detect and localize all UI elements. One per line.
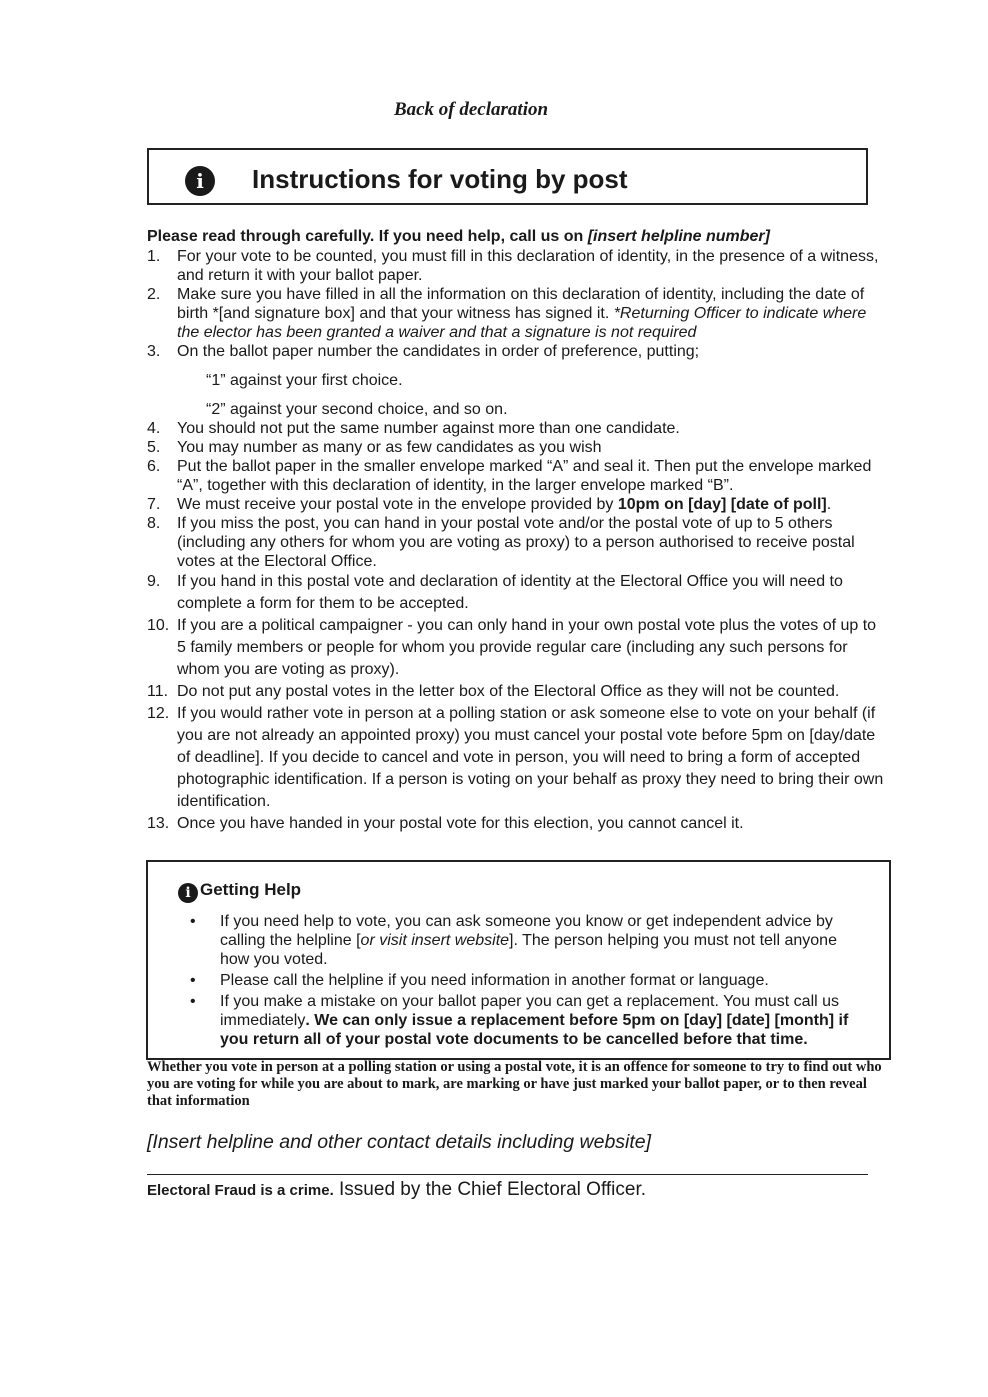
info-icon: i <box>185 166 215 196</box>
list-item: • If you need help to vote, you can ask someone you know or get independent advice by calling the helpline [or visit insert website]. The person helping you must not tell anyone how you voted. <box>190 913 837 968</box>
intro-text: Please read through carefully. If you need help, call us on [insert helpline number] <box>147 228 770 245</box>
list-item: 7. We must receive your postal vote in the envelope provided by 10pm on [day] [date of poll]. <box>147 496 832 513</box>
list-item: 12. If you would rather vote in person at a polling station or ask someone else to vote on your behalf (if you are not already an appointed proxy) you must cancel your postal vote before 5pm on [day/date of deadline]. If you decide to cancel and vote in person, you will need to bring a form of accepted photographic identification. If a person is voting on your behalf as proxy they need to bring their own identification. <box>147 705 884 810</box>
fraud-warning: Electoral Fraud is a crime. <box>147 1182 334 1199</box>
list-item: • Please call the helpline if you need information in another format or language. <box>190 972 769 989</box>
helpline-details: [Insert helpline and other contact details including website] <box>147 1131 652 1153</box>
list-item: 11. Do not put any postal votes in the letter box of the Electoral Office as they will not be counted. <box>147 683 840 700</box>
issuer-text: Issued by the Chief Electoral Officer. <box>333 1179 646 1200</box>
list-item: 13. Once you have handed in your postal vote for this election, you cannot cancel it. <box>147 815 744 832</box>
page-title: Instructions for voting by post <box>252 164 628 194</box>
list-item: 10. If you are a political campaigner - you can only hand in your own postal vote plus the votes of up to 5 family members or people for whom you provide regular care (including any such persons for whom you are voting as proxy). <box>147 617 877 678</box>
list-item: 4. You should not put the same number against more than one candidate. <box>147 420 680 437</box>
getting-help-box <box>146 860 891 1060</box>
page-heading: Back of declaration <box>393 99 549 120</box>
list-item: 8. If you miss the post, you can hand in your postal vote and/or the postal vote of up to 5 others (including any others for whom you are voting as proxy) to a person authorised to receive postal votes at the Electoral Office. <box>147 515 855 570</box>
title-box <box>147 148 868 205</box>
choice-line: “1” against your first choice. <box>206 372 403 389</box>
info-icon: i <box>178 883 198 903</box>
instructions-list <box>147 247 887 835</box>
footer <box>147 1179 646 1201</box>
choice-line: “2” against your second choice, and so on. <box>206 401 508 418</box>
helpline-placeholder: [insert helpline number] <box>587 228 770 245</box>
list-item: 6. Put the ballot paper in the smaller envelope marked “A” and seal it. Then put the envelope marked “A”, together with this declaration of identity, in the larger envelope marked “B”. <box>147 458 872 494</box>
list-item: • If you make a mistake on your ballot paper you can get a replacement. You must call us immediately. We can only issue a replacement before 5pm on [day] [date] [month] if you return all of your postal vote documents to be cancelled before that time. <box>190 993 849 1048</box>
list-item: 3. On the ballot paper number the candidates in order of preference, putting; <box>147 343 700 360</box>
getting-help-heading: i Getting Help <box>178 880 301 903</box>
divider <box>147 1174 868 1175</box>
list-item: 1. For your vote to be counted, you must fill in this declaration of identity, in the presence of a witness, and return it with your ballot paper. <box>147 248 879 284</box>
offence-notice: Whether you vote in person at a polling station or using a postal vote, it is an offence for someone to try to find out who you are voting for while you are about to mark, are marking or have just marked your ballot paper, or to then reveal that information <box>147 1059 882 1109</box>
returning-officer-note: *Returning Officer to indicate where the elector has been granted a waiver and that a signature is not required <box>177 305 867 341</box>
deadline-text: 10pm on [day] [date of poll] <box>617 496 827 513</box>
list-item: 5. You may number as many or as few candidates as you wish <box>147 439 602 456</box>
list-item: 9. If you hand in this postal vote and declaration of identity at the Electoral Office you will need to complete a form for them to be accepted. <box>147 573 843 612</box>
list-item: 2. Make sure you have filled in all the information on this declaration of identity, including the date of birth *[and signature box] and that your witness has signed it. *Returning Officer to indicate where the elector has been granted a waiver and that a signature is not required <box>147 286 867 341</box>
